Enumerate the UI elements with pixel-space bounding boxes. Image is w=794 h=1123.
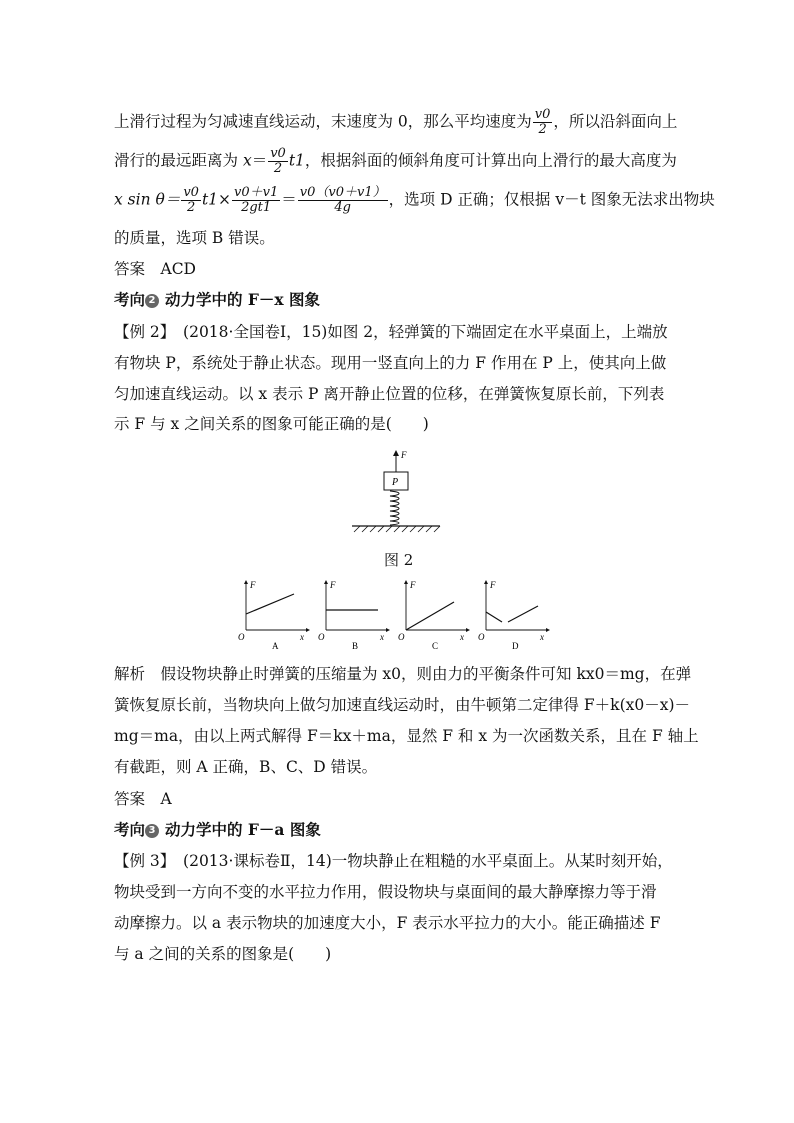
graph-label: B [352,641,359,651]
answer-2: 答案 A [114,790,172,808]
text: ＝ [281,190,297,209]
axis-label: x [300,632,304,642]
number-circle-icon: 3 [145,824,159,838]
axis-label: x [540,632,544,642]
frac-num: v0 [534,107,551,122]
analysis-line2: 簧恢复原长前，当物块向上做匀加速直线运动时，由牛顿第二定律得 F＋k(x0－x)－ [114,696,691,714]
graph-label: A [272,641,279,651]
fraction [533,108,553,137]
analysis-line1: 解析 假设物块静止时弹簧的压缩量为 x0，则由力的平衡条件可知 kx0＝mg，在弹 [114,665,692,683]
block-label: P [392,477,399,488]
example-2-line2: 有物块 P，系统处于静止状态。现用一竖直向上的力 F 作用在 P 上，使其向上做 [114,354,667,372]
para1-line1 [114,108,677,137]
frac-den: 2 [187,200,196,215]
axis-label: x [460,632,464,642]
frac-den: 2 [273,161,283,176]
frac-den: 2 [538,122,547,137]
ground-hatch [354,526,440,532]
direction-3-heading [114,820,321,840]
para1-line2 [114,147,677,176]
text: ，选项 D 正确；仅根据 v－t 图象无法求出物块 [388,190,715,209]
var: t1× [201,190,232,209]
spring [390,491,399,525]
fraction [181,186,201,215]
axis-label: x [380,632,384,642]
axis-label: F [330,580,336,590]
text: ，根据斜面的倾斜角度可计算出向上滑行的最大高度为 [304,151,677,170]
example-3-line1: 【例 3】 (2013·课标卷Ⅱ，14)一物块静止在粗糙的水平桌面上。从某时刻开始， [114,852,673,870]
analysis-line4: 有截距，则 A 正确，B、C、D 错误。 [114,758,378,776]
direction-title: 动力学中的 F－x 图象 [165,290,321,309]
origin-label: O [318,632,325,642]
graph-b [318,580,390,651]
example-3-line3: 动摩擦力。以 a 表示物块的加速度大小，F 表示水平拉力的大小。能正确描述 F [114,914,661,932]
var: x [242,151,252,170]
fraction [268,147,288,176]
direction-2-heading [114,290,320,310]
number-circle-icon: 2 [145,294,159,308]
analysis-line3: mg＝ma，由以上两式解得 F＝kx＋ma，显然 F 和 x 为一次函数关系，且在 F 轴上 [114,727,699,745]
arrow-head [393,450,399,456]
fraction [298,186,388,215]
frac-den: 4g [334,200,351,215]
frac-num: v0 [270,146,286,161]
text: x sin θ＝ [114,190,181,209]
fraction [232,186,280,215]
frac-num: v0＋v1 [234,185,279,200]
axis-label: F [490,580,496,590]
origin-label: O [478,632,485,642]
origin-label: O [238,632,245,642]
graph-d [478,580,550,651]
figure-2-spring-diagram [340,448,450,536]
frac-den: 2gt1 [241,200,272,215]
example-2-line3: 匀加速直线运动。以 x 表示 P 离开静止位置的位移，在弹簧恢复原长前，下列表 [114,385,665,403]
graph-label: C [432,641,439,651]
text: 滑行的最远距离为 [114,151,243,170]
example-3-line4: 与 a 之间的关系的图象是( ) [114,945,332,963]
text: 上滑行过程为匀减速直线运动，末速度为 0，那么平均速度为 [114,112,532,131]
figure-2-caption: 图 2 [384,551,414,569]
origin-label: O [398,632,405,642]
para1-line4: 的质量，选项 B 错误。 [114,229,275,247]
text: ，所以沿斜面向上 [553,112,678,131]
frac-num: v0（v0＋v1） [299,185,386,200]
answer-1: 答案 ACD [114,260,196,278]
frac-num: v0 [183,185,199,200]
example-2-line4: 示 F 与 x 之间关系的图象可能正确的是( ) [114,415,429,433]
text: ＝ [251,151,268,170]
graph-d-line-1 [486,612,502,622]
graph-c-line [406,602,454,630]
graph-c [398,580,470,651]
force-label: F [401,450,407,460]
para1-line3 [114,186,715,215]
option-graphs [236,578,566,654]
direction-title: 动力学中的 F－a 图象 [165,820,321,839]
example-2-line1: 【例 2】 (2018·全国卷Ⅰ，15)如图 2，轻弹簧的下端固定在水平桌面上，上端放 [114,323,668,341]
graph-d-line-2 [508,606,538,622]
var: t1 [288,151,305,170]
graph-label: D [512,641,519,651]
axis-label: F [410,580,416,590]
graph-a [238,580,310,651]
graph-a-line [246,594,294,614]
axis-label: F [250,580,256,590]
direction-prefix: 考向 [114,820,146,839]
example-3-line2: 物块受到一方向不变的水平拉力作用，假设物块与桌面间的最大静摩擦力等于滑 [114,883,657,901]
direction-prefix: 考向 [114,290,146,309]
